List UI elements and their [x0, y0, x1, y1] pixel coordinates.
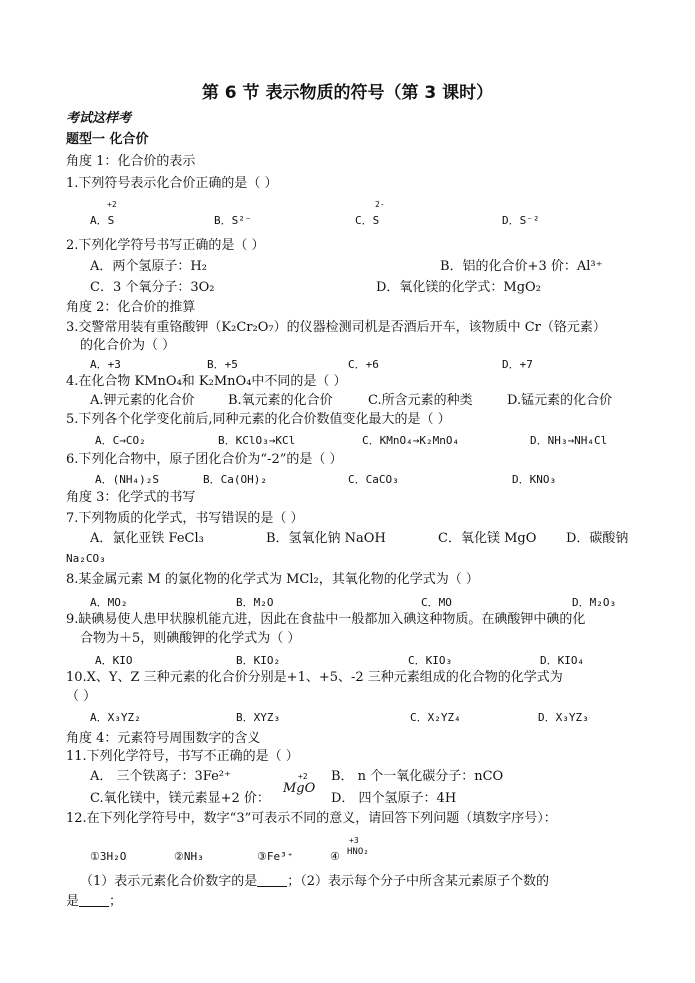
q3-option-d: D．+7 [502, 358, 533, 371]
q5-option-a: A．C→CO₂ [95, 434, 146, 447]
question-4-stem: 4.在化合物 KMnO₄和 K₂MnO₄中不同的是（ ） [66, 374, 347, 389]
question-3-stem-line-1: 3.交警常用装有重铬酸钾（K₂Cr₂O₇）的仪器检测司机是否酒后开车，该物质中 Cr（铬元素） [66, 320, 606, 335]
q5-option-b: B．KClO₃→KCl [218, 434, 296, 447]
question-7-stem: 7.下列物质的化学式，书写错误的是（ ） [66, 511, 304, 526]
question-10-stem-line-2: （ ） [66, 689, 97, 704]
q1-option-d: D．S⁻² [502, 214, 540, 227]
q3-option-b: B．+5 [207, 358, 238, 371]
q12-part-2-suffix: ； [109, 894, 123, 909]
q6-option-b: B．Ca(OH)₂ [203, 473, 267, 486]
angle-heading-1: 角度 1：化合价的表示 [66, 154, 196, 169]
angle-heading-2: 角度 2：化合价的推算 [66, 300, 196, 315]
q7-option-a: A．氯化亚铁 FeCl₃ [90, 531, 204, 546]
q1-option-c-superscript: 2- [375, 200, 385, 209]
question-10-stem-line-1: 10.X、Y、Z 三种元素的化合价分别是+1、+5、-2 三种元素组成的化合物的化学式为 [66, 670, 563, 685]
q12-item-4-number: ④ [330, 850, 340, 863]
q5-option-c: C．KMnO₄→K₂MnO₄ [362, 434, 460, 447]
q12-part-2-prefix: 是 [66, 894, 80, 909]
answer-blank-1[interactable] [257, 874, 287, 887]
q11-option-c-formula: MgO [283, 781, 316, 796]
q7-option-b: B．氢氧化钠 NaOH [266, 531, 386, 546]
q2-option-c: C．3 个氧分子：3O₂ [90, 280, 215, 295]
q11-option-d: D． 四个氢原子：4H [331, 791, 457, 806]
q10-option-a: A．X₃YZ₂ [90, 711, 141, 724]
page-title: 第 6 节 表示物质的符号（第 3 课时） [201, 83, 494, 103]
q8-option-d: D．M₂O₃ [572, 596, 617, 609]
q10-option-b: B．XYZ₃ [236, 711, 281, 724]
question-11-stem: 11.下列化学符号，书写不正确的是（ ） [66, 749, 299, 764]
q9-option-d: D．KIO₄ [540, 654, 585, 667]
q3-option-c: C．+6 [348, 358, 379, 371]
q11-option-b: B． n 个一氧化碳分子：nCO [331, 769, 504, 784]
q6-option-c: C．CaCO₃ [348, 473, 399, 486]
q11-option-c: C.氧化镁中，镁元素显+2 价： [90, 791, 270, 806]
q1-option-a-superscript: +2 [107, 200, 117, 209]
q12-item-4-formula: HNO₂ [347, 847, 369, 857]
q8-option-c: C．MO [421, 596, 452, 609]
question-8-stem: 8.某金属元素 M 的氯化物的化学式为 MCl₂，其氧化物的化学式为（ ） [66, 572, 479, 587]
question-12-stem: 12.在下列化学符号中，数字“3”可表示不同的意义，请回答下列问题（填数字序号）： [66, 811, 557, 826]
q1-option-b: B．S²⁻ [214, 214, 252, 227]
question-5-stem: 5.下列各个化学变化前后,同种元素的化合价数值变化最大的是（ ） [66, 412, 451, 427]
q7-option-c: C．氧化镁 MgO [438, 531, 537, 546]
question-6-stem: 6.下列化合物中，原子团化合价为“-2”的是（ ） [66, 452, 343, 467]
q10-option-c: C．X₂YZ₄ [410, 711, 461, 724]
section-heading: 考试这样考 [66, 111, 132, 126]
q12-part-1-text: （1）表示元素化合价数字的是 [80, 874, 258, 889]
q8-option-a: A．MO₂ [90, 596, 128, 609]
q12-part-2-text: ；（2）表示每个分子中所含某元素原子个数的 [287, 874, 550, 889]
question-9-stem-line-1: 9.缺碘易使人患甲状腺机能亢进，因此在食盐中一般都加入碘这种物质。在碘酸钾中碘的化 [66, 612, 586, 627]
q9-option-c: C．KIO₃ [408, 654, 453, 667]
q12-item-2: ②NH₃ [174, 850, 204, 863]
q1-option-a: A．S [90, 214, 115, 227]
answer-blank-2[interactable] [79, 894, 109, 907]
q2-option-d: D．氧化镁的化学式：MgO₂ [376, 280, 541, 295]
q9-option-a: A．KIO [95, 654, 133, 667]
q2-option-a: A．两个氢原子：H₂ [90, 259, 207, 274]
question-1-stem: 1.下列符号表示化合价正确的是（ ） [66, 176, 278, 191]
q6-option-d: D．KNO₃ [512, 473, 557, 486]
q10-option-d: D．X₃YZ₃ [538, 711, 589, 724]
angle-heading-3: 角度 3：化学式的书写 [66, 490, 196, 505]
q12-item-1: ①3H₂O [90, 850, 127, 863]
q4-option-c: C.所含元素的种类 [368, 393, 473, 408]
q3-option-a: A．+3 [90, 358, 121, 371]
q11-option-c-superscript: +2 [298, 772, 308, 781]
q12-part-2-line [66, 894, 122, 910]
q7-option-d-formula: Na₂CO₃ [66, 552, 106, 565]
question-9-stem-line-2: 合物为＋5，则碘酸钾的化学式为（ ） [80, 631, 301, 646]
q5-option-d: D．NH₃→NH₄Cl [530, 434, 608, 447]
q12-part-1-line [80, 874, 549, 890]
q4-option-a: A.钾元素的化合价 [90, 393, 195, 408]
q7-option-d: D．碳酸钠 [566, 531, 629, 546]
question-2-stem: 2.下列化学符号书写正确的是（ ） [66, 238, 265, 253]
q11-option-a: A． 三个铁离子：3Fe²⁺ [90, 769, 231, 784]
q4-option-d: D.锰元素的化合价 [507, 393, 613, 408]
q8-option-b: B．M₂O [236, 596, 274, 609]
question-3-stem-line-2: 的化合价为（ ） [80, 338, 176, 353]
angle-heading-4: 角度 4：元素符号周围数字的含义 [66, 731, 261, 746]
q6-option-a: A．(NH₄)₂S [95, 473, 159, 486]
q12-item-3: ③Fe³⁺ [257, 850, 294, 863]
q4-option-b: B.氧元素的化合价 [228, 393, 333, 408]
question-type-heading: 题型一 化合价 [66, 132, 149, 147]
q9-option-b: B．KIO₂ [236, 654, 281, 667]
q2-option-b: B．铝的化合价+3 价：Al³⁺ [440, 259, 603, 274]
q1-option-c: C．S [355, 214, 380, 227]
q12-item-4-superscript: +3 [349, 836, 359, 845]
